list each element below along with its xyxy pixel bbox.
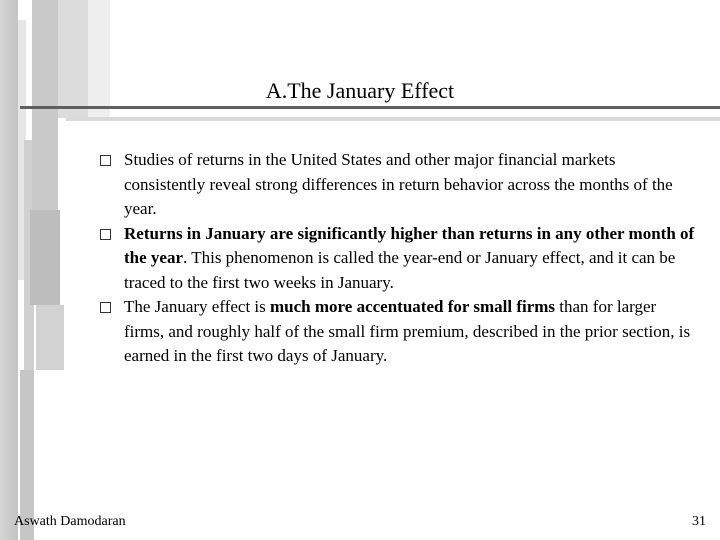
page-number: 31: [692, 514, 706, 529]
decorative-bar: [0, 0, 18, 540]
bullet-text: [124, 295, 700, 369]
decorative-bar: [30, 210, 60, 305]
bullet-list: [100, 148, 700, 369]
bullet-emphasis: Returns in January are significantly higher than returns in any other month of the year: [124, 223, 695, 267]
footer-author: Aswath Damodaran: [14, 514, 126, 529]
bullet-segment: than for larger firms, and roughly half of the small firm premium, described in the prior section, is earned in the first two days of January.: [124, 297, 691, 365]
square-bullet-icon: [100, 222, 124, 240]
title-divider-shadow: [66, 117, 720, 121]
bullet-item: [100, 295, 700, 369]
square-bullet-icon: [100, 295, 124, 313]
decorative-bar: [58, 0, 88, 118]
bullet-emphasis: much more accentuated for small firms: [270, 297, 556, 316]
bullet-segment: . This phenomenon is called the year-end or January effect, and it can be traced to the first two weeks in January.: [124, 248, 676, 292]
slide-title: A.The January Effect: [265, 78, 455, 103]
bullet-text: [124, 148, 700, 222]
bullet-segment: Studies of returns in the United States and other major financial markets consistently reveal strong differences in return behavior across the months of the year.: [124, 150, 673, 218]
decorative-bar: [32, 0, 58, 210]
decorative-bar: [88, 0, 110, 118]
decorative-bar: [36, 305, 64, 370]
title-divider: [20, 106, 720, 109]
square-bullet-icon: [100, 148, 124, 166]
bullet-text: [124, 222, 700, 296]
bullet-item: [100, 222, 700, 296]
bullet-segment: The January effect is: [124, 297, 271, 316]
bullet-item: [100, 148, 700, 222]
